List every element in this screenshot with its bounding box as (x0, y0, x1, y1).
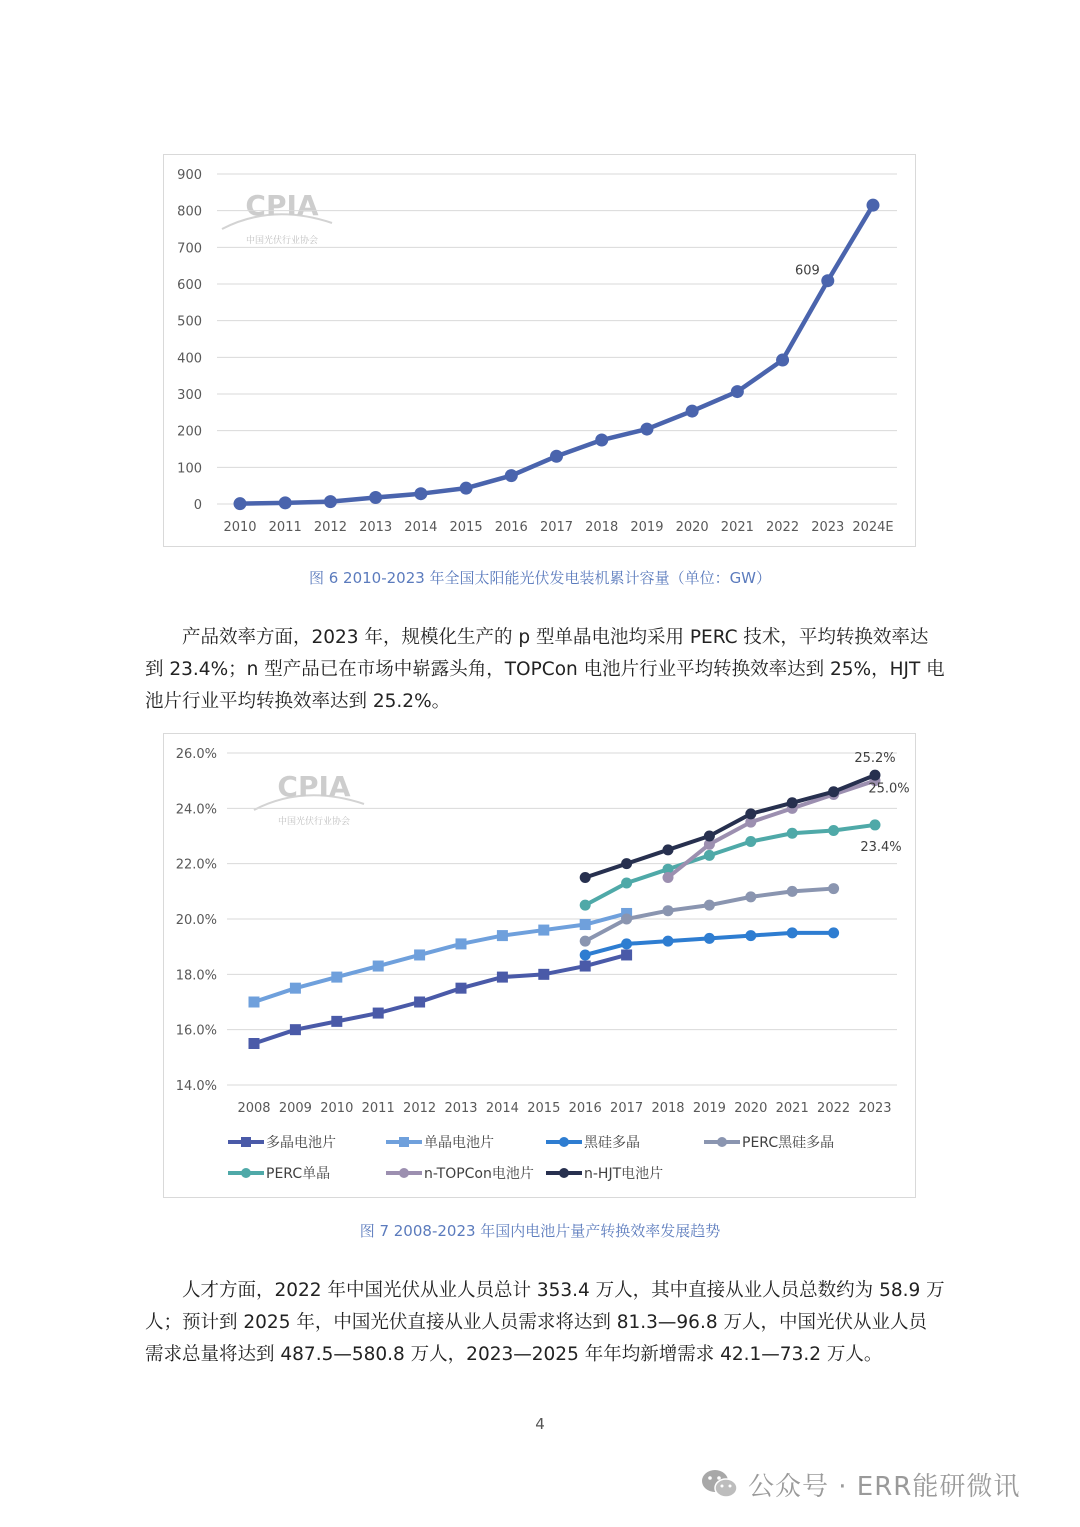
chart-efficiency (163, 733, 916, 1198)
data-point (414, 949, 425, 960)
x-tick-label: 2014 (485, 1101, 519, 1116)
data-label: 25.2% (854, 751, 896, 767)
data-point (279, 496, 292, 509)
data-point (776, 354, 789, 367)
footer-text: 公众号 · ERR能研微讯 (748, 1471, 1021, 1502)
x-tick-label: 2013 (359, 520, 393, 535)
x-tick-label: 2019 (692, 1101, 726, 1116)
legend-label: PERC黑硅多晶 (742, 1135, 835, 1151)
data-point (373, 961, 384, 972)
legend-marker (241, 1168, 251, 1178)
y-tick-label: 14.0% (175, 1079, 217, 1094)
wechat-icon (700, 1468, 740, 1500)
x-tick-label: 2017 (610, 1101, 644, 1116)
legend-marker (717, 1137, 727, 1147)
legend-item (386, 1134, 494, 1151)
legend-item (228, 1166, 330, 1182)
legend-label: n-HJT电池片 (584, 1166, 664, 1182)
data-point (373, 1008, 384, 1019)
y-tick-label: 200 (177, 424, 202, 440)
x-tick-label: 2022 (766, 520, 800, 535)
data-point (580, 949, 591, 960)
x-tick-label: 2016 (568, 1101, 602, 1116)
data-point (290, 1024, 301, 1035)
data-point (621, 949, 632, 960)
x-tick-label: 2012 (403, 1101, 437, 1116)
y-tick-label: 24.0% (175, 802, 217, 818)
cpia-watermark-logo (222, 189, 332, 246)
data-point (828, 825, 839, 836)
data-point (497, 930, 508, 941)
x-tick-label: 2009 (278, 1101, 312, 1116)
x-tick-label: 2017 (539, 520, 574, 535)
data-point (456, 983, 467, 994)
x-tick-label: 2023 (811, 520, 845, 535)
legend-label: 多晶电池片 (266, 1135, 336, 1151)
data-point (456, 938, 467, 949)
data-point (787, 886, 798, 897)
data-point (828, 883, 839, 894)
data-point (745, 808, 756, 819)
data-point (580, 961, 591, 972)
x-tick-label: 2011 (361, 1101, 395, 1116)
data-point (663, 844, 674, 855)
series-line (254, 955, 627, 1044)
data-point (331, 1016, 342, 1027)
y-tick-label: 400 (177, 351, 202, 367)
x-tick-label: 2020 (734, 1101, 768, 1116)
data-point (580, 919, 591, 930)
data-point (867, 199, 880, 212)
x-tick-label: 2011 (268, 520, 302, 535)
data-point (580, 872, 591, 883)
data-point (828, 786, 839, 797)
legend-label: 单晶电池片 (424, 1135, 494, 1151)
data-point (787, 828, 798, 839)
efficiency-line-chart (164, 734, 917, 1199)
figure-6-caption: 图 6 2010-2023 年全国太阳能光伏发电装机累计容量（单位：GW） (308, 569, 772, 587)
y-tick-label: 700 (177, 241, 202, 257)
watermark-org-text: 中国光伏行业协会 (245, 236, 319, 246)
legend-marker (559, 1168, 569, 1178)
x-tick-label: 2019 (630, 520, 664, 535)
capacity-line-chart (164, 155, 917, 548)
data-point (324, 495, 337, 508)
watermark-logo-text: CPIA (245, 189, 319, 222)
data-point (234, 497, 247, 510)
watermark-org-text: 中国光伏行业协会 (277, 817, 351, 827)
legend-label: 黑硅多晶 (584, 1135, 640, 1151)
legend-item (228, 1134, 336, 1151)
y-tick-label: 800 (177, 204, 202, 220)
data-point (414, 487, 427, 500)
data-point (704, 831, 715, 842)
data-point (414, 997, 425, 1008)
data-point (538, 925, 549, 936)
y-tick-label: 300 (177, 388, 202, 403)
x-tick-label: 2014 (404, 520, 438, 535)
y-tick-label: 0 (193, 498, 202, 513)
data-point (821, 274, 834, 287)
data-point (828, 927, 839, 938)
data-point (369, 491, 382, 504)
data-point (640, 423, 653, 436)
y-tick-label: 500 (177, 314, 202, 330)
cpia-watermark-logo (254, 770, 364, 827)
x-tick-label: 2015 (449, 520, 483, 535)
x-tick-label: 2018 (585, 520, 619, 535)
data-point (460, 482, 473, 495)
x-tick-label: 2020 (675, 520, 709, 535)
y-tick-label: 100 (177, 461, 202, 477)
data-point (870, 819, 881, 830)
data-point (505, 469, 518, 482)
data-label: 25.0% (868, 781, 910, 797)
series-line (254, 913, 627, 1002)
data-label: 23.4% (860, 839, 902, 855)
y-tick-label: 16.0% (175, 1023, 217, 1039)
watermark-logo-text: CPIA (277, 770, 351, 803)
data-point (550, 450, 563, 463)
x-tick-label: 2024E (852, 520, 894, 535)
legend-item (386, 1165, 534, 1182)
data-point (870, 770, 881, 781)
paragraph-efficiency: 产品效率方面，2023 年，规模化生产的 p 型单晶电池均采用 PERC 技术，平均转换效率达到 23.4%；n 型产品已在市场中崭露头角，TOPCon 电池片行业平均转换效率达到 25%，HJT 电池片行业平均转换效率达到 25.2%。 (145, 627, 945, 712)
legend-label: n-TOPCon电池片 (424, 1166, 534, 1182)
data-point (249, 1038, 260, 1049)
data-point (787, 927, 798, 938)
legend-marker (399, 1168, 409, 1178)
data-point (745, 891, 756, 902)
x-tick-label: 2021 (720, 520, 754, 535)
legend-label: PERC单晶 (266, 1166, 331, 1182)
y-tick-label: 900 (177, 168, 202, 183)
data-point (686, 405, 699, 418)
x-tick-label: 2023 (858, 1101, 892, 1116)
data-point (621, 858, 632, 869)
data-point (704, 900, 715, 911)
paragraph-talent: 人才方面，2022 年中国光伏从业人员总计 353.4 万人，其中直接从业人员总数约为 58.9 万人；预计到 2025 年，中国光伏直接从业人员需求将达到 81.3—96.8 万人，中国光伏从业人员需求总量将达到 487.5—580.8 万人，2023—2025 年年均新增需求 42.1—73.2 万人。 (145, 1280, 945, 1365)
data-point (621, 914, 632, 925)
x-tick-label: 2008 (237, 1101, 271, 1116)
legend-marker (559, 1137, 569, 1147)
data-point (704, 933, 715, 944)
footer-watermark (700, 1462, 1060, 1506)
data-point (745, 836, 756, 847)
y-tick-label: 600 (177, 278, 202, 293)
data-point (663, 936, 674, 947)
legend-item (546, 1165, 663, 1182)
data-point (538, 969, 549, 980)
data-point (787, 797, 798, 808)
data-label: 609 (794, 263, 820, 279)
y-tick-label: 18.0% (175, 968, 217, 984)
x-tick-label: 2013 (444, 1101, 478, 1116)
x-tick-label: 2021 (775, 1101, 809, 1116)
legend-marker (241, 1137, 251, 1147)
data-point (595, 434, 608, 447)
data-point (249, 997, 260, 1008)
chart-capacity (163, 154, 916, 547)
data-point (290, 983, 301, 994)
x-tick-label: 2010 (320, 1101, 354, 1116)
data-point (745, 930, 756, 941)
x-tick-label: 2022 (817, 1101, 851, 1116)
data-point (621, 878, 632, 889)
data-point (497, 972, 508, 983)
data-point (621, 938, 632, 949)
x-tick-label: 2012 (313, 520, 347, 535)
x-tick-label: 2016 (494, 520, 528, 535)
data-point (331, 972, 342, 983)
x-tick-label: 2018 (651, 1101, 685, 1116)
data-point (663, 905, 674, 916)
y-tick-label: 20.0% (175, 913, 217, 928)
y-tick-label: 22.0% (175, 857, 217, 873)
legend-marker (399, 1137, 409, 1147)
data-point (580, 900, 591, 911)
legend-item (546, 1135, 640, 1151)
data-point (663, 872, 674, 883)
data-point (580, 936, 591, 947)
y-tick-label: 26.0% (175, 747, 217, 762)
page-number: 4 (535, 1415, 545, 1433)
data-point (731, 385, 744, 398)
x-tick-label: 2010 (223, 520, 257, 535)
legend-item (704, 1135, 834, 1151)
data-point (704, 850, 715, 861)
figure-7-caption: 图 7 2008-2023 年国内电池片量产转换效率发展趋势 (359, 1222, 721, 1240)
x-tick-label: 2015 (527, 1101, 561, 1116)
